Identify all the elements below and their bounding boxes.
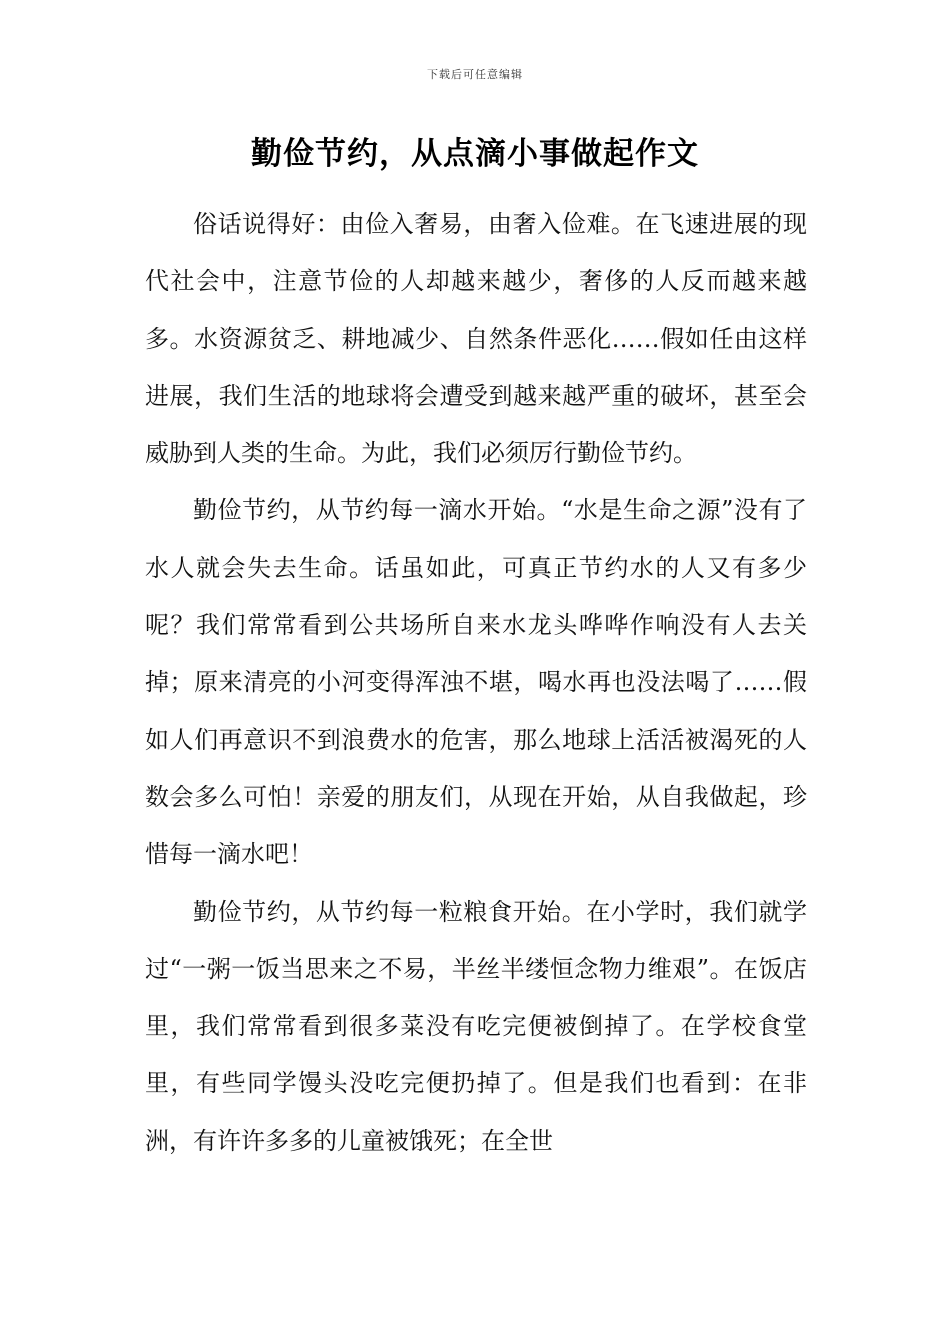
paragraph: 俗话说得好：由俭入奢易，由奢入俭难。在飞速进展的现代社会中，注意节俭的人却越来越少，奢侈的人反而越来越多。水资源贫乏、耕地减少、自然条件恶化……假如任由这样进展，我们生活的地球将会遭受到越来越严重的破坏，甚至会威胁到人类的生命。为此，我们必须厉行勤俭节约。: [145, 210, 807, 468]
document-body: [145, 196, 807, 1170]
header-note: 下载后可任意编辑: [427, 68, 523, 81]
document-title: 勤俭节约，从点滴小事做起作文: [251, 136, 699, 172]
paragraph: 勤俭节约，从节约每一滴水开始。“水是生命之源”没有了水人就会失去生命。话虽如此，可真正节约水的人又有多少呢？我们常常看到公共场所自来水龙头哗哗作响没有人去关掉；原来清亮的小河变得浑浊不堪，喝水再也没法喝了……假如人们再意识不到浪费水的危害，那么地球上活活被渴死的人数会多么可怕！亲爱的朋友们，从现在开始，从自我做起，珍惜每一滴水吧！: [145, 496, 807, 869]
paragraph: 勤俭节约，从节约每一粒粮食开始。在小学时，我们就学过“一粥一饭当思来之不易，半丝半缕恒念物力维艰”。在饭店里，我们常常看到很多菜没有吃完便被倒掉了。在学校食堂里，有些同学馒头没吃完便扔掉了。但是我们也看到：在非洲，有许许多多的儿童被饿死；在全世: [145, 897, 807, 1155]
